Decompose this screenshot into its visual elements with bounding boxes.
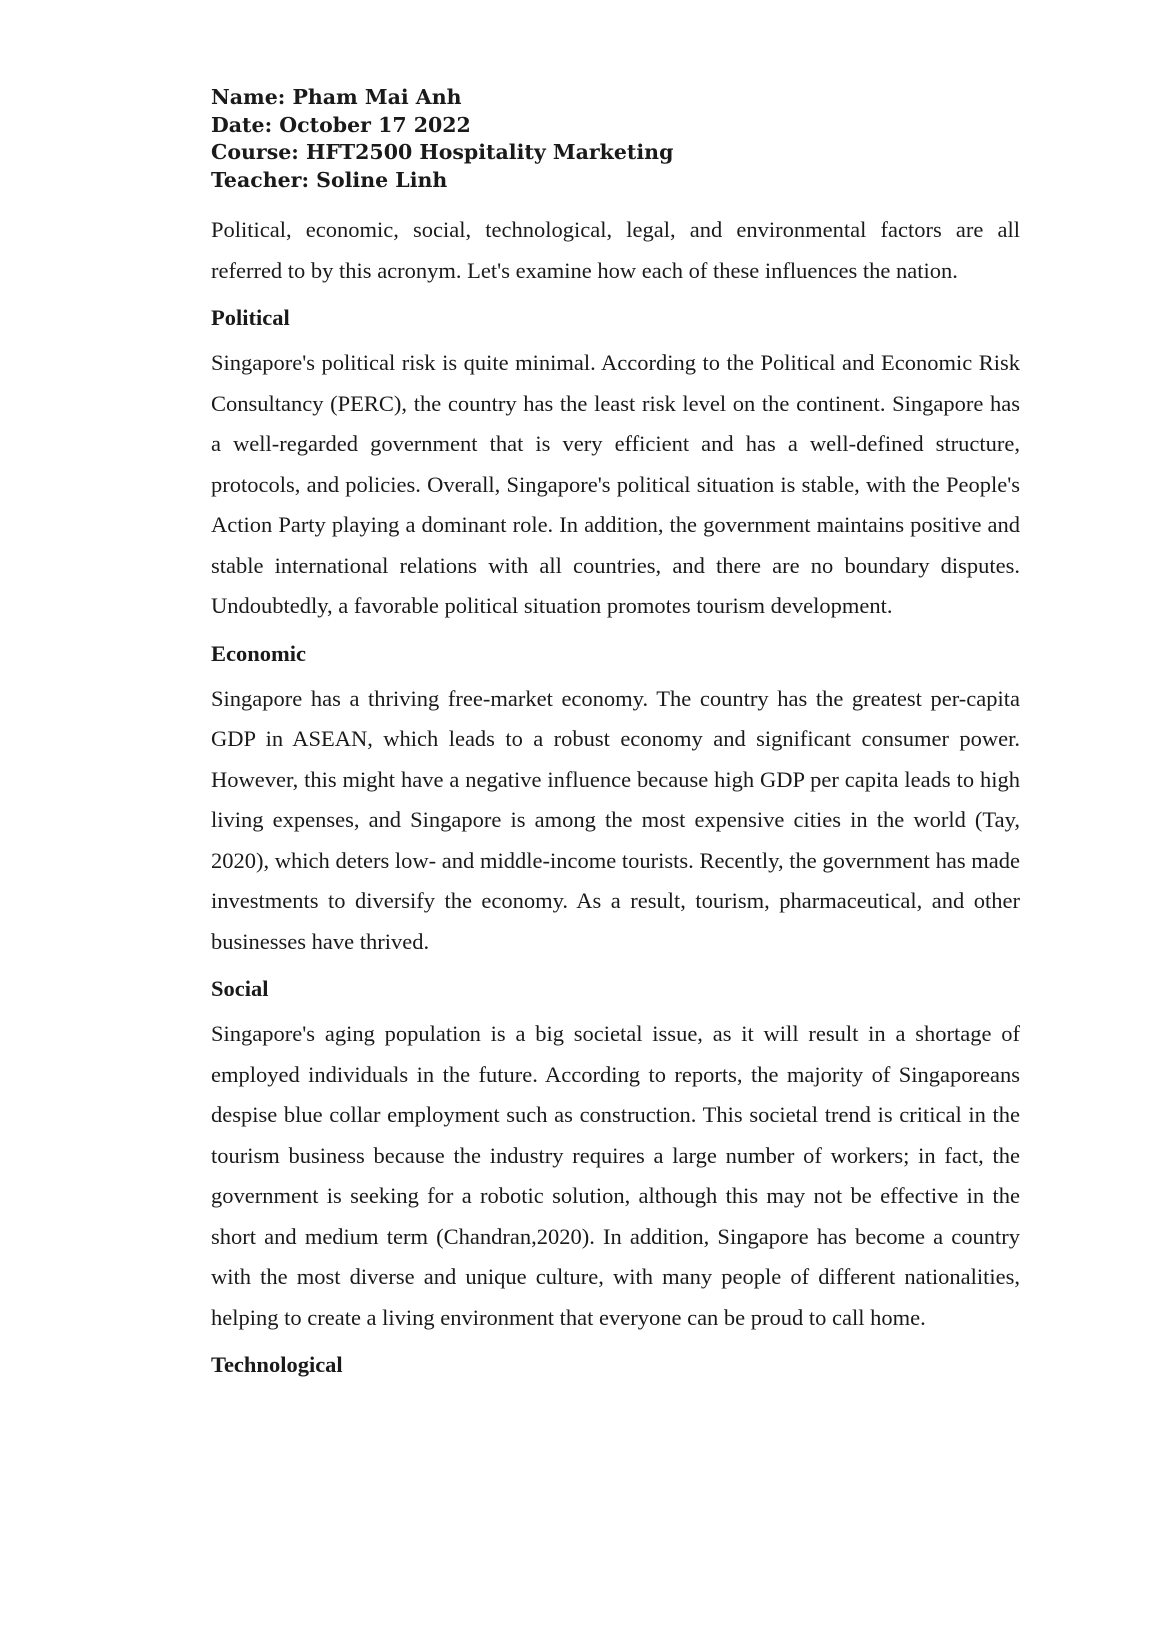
section-body-social: Singapore's aging population is a big societal issue, as it will result in a shortage of employed individuals in the future. According to reports, the majority of Singaporeans despise blue collar employment such as construction. This societal trend is critical in the tourism business because the industry requires a large number of workers; in fact, the government is seeking for a robotic solution, although this may not be effective in the short and medium term (Chandran,2020). In addition, Singapore has become a country with the most diverse and unique culture, with many people of different nationalities, helping to create a living environment that everyone can be proud to call home. <box>211 1021 1020 1330</box>
submission-date: Date: October 17 2022 <box>211 112 471 137</box>
intro-paragraph: Political, economic, social, technological, legal, and environmental factors are all referred to by this acronym. Let's examine how each of these influences the nation. <box>211 217 1020 283</box>
document-header <box>211 84 1020 194</box>
section-heading-social: Social <box>211 976 269 1001</box>
section-body-economic: Singapore has a thriving free-market economy. The country has the greatest per-capita GDP in ASEAN, which leads to a robust economy and significant consumer power. However, this might have a negative influence because high GDP per capita leads to high living expenses, and Singapore is among the most expensive cities in the world (Tay, 2020), which deters low- and middle-income tourists. Recently, the government has made investments to diversify the economy. As a result, tourism, pharmaceutical, and other businesses have thrived. <box>211 685 1020 954</box>
student-name: Name: Pham Mai Anh <box>211 85 462 109</box>
section-body-political: Singapore's political risk is quite minimal. According to the Political and Economic Risk Consultancy (PERC), the country has the least risk level on the continent. Singapore has a well-regarded government that is very efficient and has a well-defined structure, protocols, and policies. Overall, Singapore's political situation is stable, with the People's Action Party playing a dominant role. In addition, the government maintains positive and stable international relations with all countries, and there are no boundary disputes. Undoubtedly, a favorable political situation promotes tourism development. <box>211 350 1020 618</box>
section-heading-political: Political <box>211 305 290 330</box>
course-name: Course: HFT2500 Hospitality Marketing <box>211 140 674 164</box>
section-heading-technological: Technological <box>211 1352 343 1377</box>
section-heading-economic: Economic <box>211 640 306 666</box>
teacher-name: Teacher: Soline Linh <box>211 167 448 192</box>
document-page <box>211 84 1020 1390</box>
